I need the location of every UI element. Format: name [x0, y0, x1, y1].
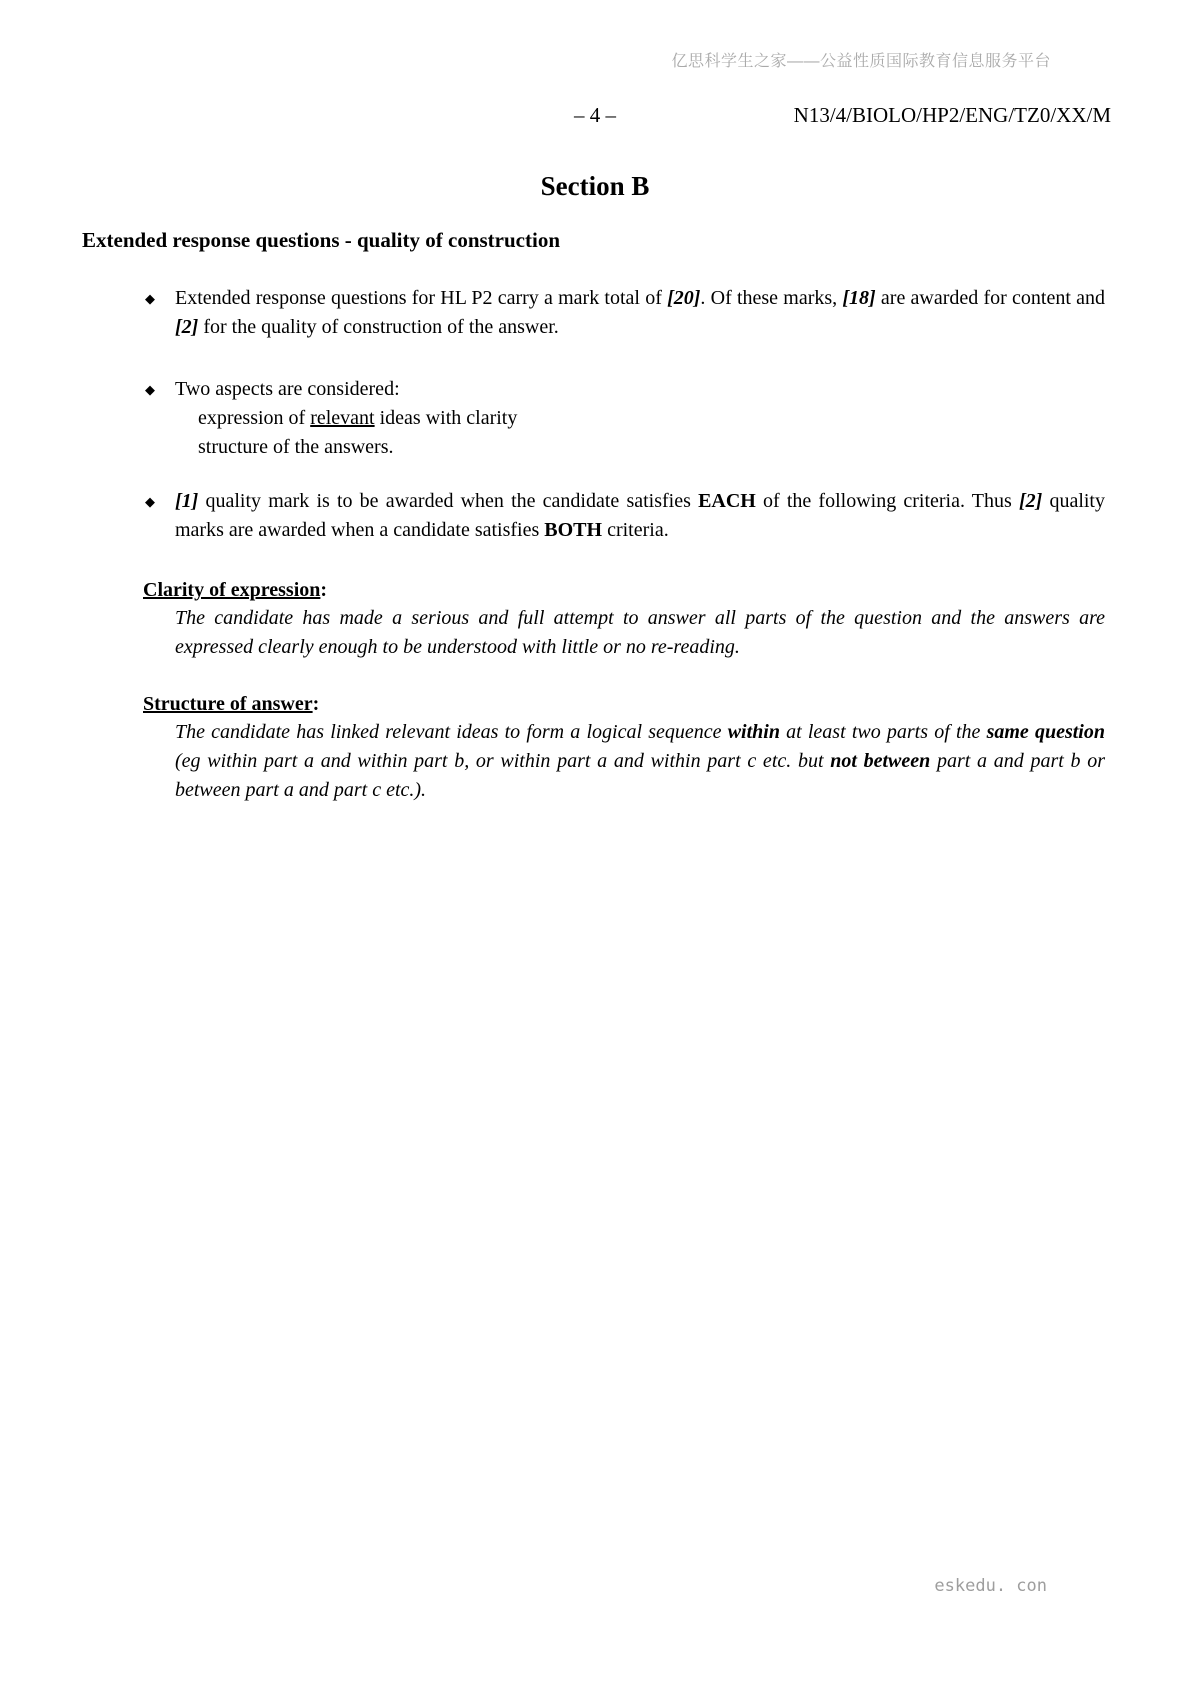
diamond-bullet-icon: ◆: [145, 291, 155, 306]
bullet-two-aspects-text: [175, 375, 1105, 462]
bullet-quality-mark: [82, 487, 1105, 545]
footer-watermark: eskedu. con: [934, 1576, 1047, 1596]
header-watermark: 亿思科学生之家——公益性质国际教育信息服务平台: [671, 53, 1051, 70]
two-aspects-intro: Two aspects are considered:: [175, 378, 400, 400]
bullet-marks-total: [82, 284, 1105, 342]
clarity-of-expression-body: The candidate has made a serious and full attempt to answer all parts of the question and the answers are expressed clearly enough to be understood with little or no re-reading.: [175, 607, 1105, 658]
body-text: [82, 284, 1105, 805]
structure-of-answer-body: The candidate has linked relevant ideas to form a logical sequence within at least two parts of the same question (eg within part a and within part b, or within part a and within part c etc. but not between part a and part b or between part a and part c etc.).: [175, 721, 1105, 801]
page-number: – 4 –: [574, 103, 616, 127]
diamond-bullet-icon: ◆: [145, 382, 155, 397]
structure-of-answer-title: Structure of answer:: [143, 693, 320, 715]
document-code: N13/4/BIOLO/HP2/ENG/TZ0/XX/M: [793, 103, 1111, 127]
page-header: [0, 102, 1190, 128]
page-content: [0, 226, 1190, 805]
aspect-expression: expression of relevant ideas with clarity: [198, 407, 518, 429]
diamond-bullet-icon: ◆: [145, 494, 155, 509]
bullet-two-aspects: [82, 375, 1105, 462]
section-title: Section B: [540, 171, 650, 201]
bullet-marks-total-text: Extended response questions for HL P2 carry a mark total of [20]. Of these marks, [18] are awarded for content and [2] for the quality of construction of the answer.: [175, 287, 1105, 338]
main-heading: Extended response questions - quality of construction: [82, 228, 560, 252]
aspect-structure: structure of the answers.: [198, 436, 394, 458]
bullet-quality-mark-text: [1] quality mark is to be awarded when the candidate satisfies EACH of the following criteria. Thus [2] quality marks are awarded when a candidate satisfies BOTH criteria.: [175, 490, 1105, 541]
clarity-of-expression-title: Clarity of expression:: [143, 579, 328, 601]
